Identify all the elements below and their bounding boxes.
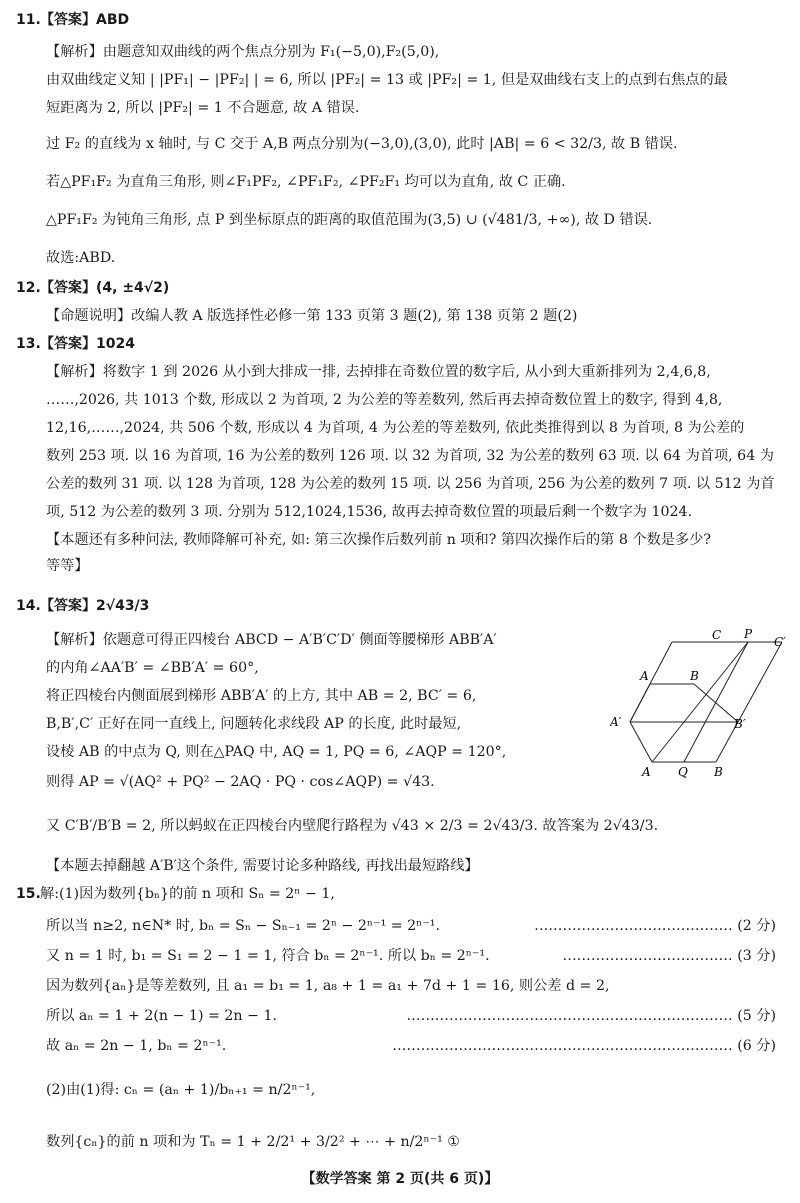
fig-label-C: C [712,628,722,642]
q14-number: 14. [16,598,41,614]
q13-number: 13. [16,336,41,352]
q14-line7: 又 C′B′/B′B = 2, 所以蚂蚁在正四棱台内壁爬行路程为 √43 × 2/3 = 2√43/3. 故答案为 2√43/3. [46,818,659,834]
fig-label-Q: Q [678,765,688,778]
q15-score6: ……………………………………………………………… (6 分) [392,1038,776,1054]
q13-line5: 公差的数列 31 项. 以 128 为首项, 128 为公差的数列 15 项. 以 256 为首项, 256 为公差的数列 7 项. 以 512 为首 [46,476,775,492]
q15-line7: (2)由(1)得: cₙ = (aₙ + 1)/bₙ₊₁ = n/2ⁿ⁻¹, [46,1082,316,1098]
fig-label-B: B [690,669,699,683]
q14-line3: 将正四棱台内侧面展到梯形 ABB′A′ 的上方, 其中 AB = 2, BC′ = 6, [46,688,477,704]
q13-answer: 【答案】1024 [40,336,135,352]
q11-line4: 过 F₂ 的直线为 x 轴时, 与 C 交于 A,B 两点分别为(−3,0),(3,0), 此时 |AB| = 6 < 32/3, 故 B 错误. [46,136,678,152]
q11-line6: △PF₁F₂ 为钝角三角形, 点 P 到坐标原点的距离的取值范围为(3,5) ∪ (√481/3, +∞), 故 D 错误. [46,212,653,228]
fig-label-Aprime: A′ [610,715,622,729]
q11-line1: 【解析】由题意知双曲线的两个焦点分别为 F₁(−5,0),F₂(5,0), [46,44,440,60]
q13-line2: ……,2026, 共 1013 个数, 形成以 2 为首项, 2 为公差的等差数列, 然后再去掉奇数位置上的数字, 得到 4,8, [46,392,723,408]
q14-answer: 【答案】2√43/3 [40,598,150,614]
q13-line4: 数列 253 项. 以 16 为首项, 16 为公差的数列 126 项. 以 32 为首项, 32 为公差的数列 63 项. 以 64 为首项, 64 为 [46,448,774,464]
q14-line2: 的内角∠AA′B′ = ∠BB′A′ = 60°, [46,660,259,676]
q14-line5: 设棱 AB 的中点为 Q, 则在△PAQ 中, AQ = 1, PQ = 6, ∠AQP = 120°, [46,744,507,760]
q15-line2: 所以当 n≥2, n∈N* 时, bₙ = Sₙ − Sₙ₋₁ = 2ⁿ − 2ⁿ⁻¹ = 2ⁿ⁻¹. [46,918,441,934]
fig-label-A-bottom: A [642,765,651,778]
page-footer: 【数学答案 第 2 页(共 6 页)】 [301,1171,499,1187]
q13-line7: 【本题还有多种问法, 教师降解可补充, 如: 第三次操作后数列前 n 项和? 第四次操作后的第 8 个数是多少? [46,532,711,548]
q11-answer: 【答案】ABD [40,12,130,28]
q14-line8: 【本题去掉翻越 A′B′这个条件, 需要讨论多种路线, 再找出最短路线】 [46,858,479,874]
q13-line8: 等等】 [46,558,89,574]
q15-line6: 故 aₙ = 2n − 1, bₙ = 2ⁿ⁻¹. [46,1038,227,1054]
q11-line3: 短距离为 2, 所以 |PF₂| = 1 不合题意, 故 A 错误. [46,100,360,116]
q14-line6: 则得 AP = √(AQ² + PQ² − 2AQ · PQ · cos∠AQP) = √43. [46,774,435,790]
q15-score3: ……………………………… (3 分) [562,948,776,964]
q12-note: 【命题说明】改编人教 A 版选择性必修一第 133 页第 3 题(2), 第 138 页第 2 题(2) [46,308,578,324]
q13-line1: 【解析】将数字 1 到 2026 从小到大排成一排, 去掉排在奇数位置的数字后, 从小到大重新排列为 2,4,6,8, [46,364,711,380]
q11-line5: 若△PF₁F₂ 为直角三角形, 则∠F₁PF₂, ∠PF₁F₂, ∠PF₂F₁ 均可以为直角, 故 C 正确. [46,174,566,190]
q15-score5: …………………………………………………………… (5 分) [406,1008,776,1024]
q14-line4: B,B′,C′ 正好在同一直线上, 问题转化求线段 AP 的长度, 此时最短, [46,716,462,732]
q15-number: 15. [16,886,41,902]
fig-label-Bprime: B′ [734,717,746,731]
frustum-net-figure [610,628,790,778]
q11-line2: 由双曲线定义知 | |PF₁| − |PF₂| | = 6, 所以 |PF₂| = 13 或 |PF₂| = 1, 但是双曲线右支上的点到右焦点的最 [46,72,728,88]
q12-number: 12. [16,280,41,296]
q15-line4: 因为数列{aₙ}是等差数列, 且 a₁ = b₁ = 1, a₈ + 1 = a₁ + 7d + 1 = 16, 则公差 d = 2, [46,978,610,994]
q15-line8: 数列{cₙ}的前 n 项和为 Tₙ = 1 + 2/2¹ + 3/2² + ⋯ + n/2ⁿ⁻¹ ① [46,1134,460,1150]
q15-line1: 解:(1)因为数列{bₙ}的前 n 项和 Sₙ = 2ⁿ − 1, [40,886,335,902]
q12-answer: 【答案】(4, ±4√2) [40,280,170,296]
q15-line3: 又 n = 1 时, b₁ = S₁ = 2 − 1 = 1, 符合 bₙ = 2ⁿ⁻¹. 所以 bₙ = 2ⁿ⁻¹. [46,948,490,964]
q11-number: 11. [16,12,41,28]
q15-line5: 所以 aₙ = 1 + 2(n − 1) = 2n − 1. [46,1008,278,1024]
q13-line6: 项, 512 为公差的数列 3 项. 分别为 512,1024,1536, 故再去掉奇数位置的项最后剩一个数字为 1024. [46,504,693,520]
fig-label-P: P [744,628,753,641]
q13-line3: 12,16,……,2024, 共 506 个数, 形成以 4 为首项, 4 为公差的等差数列, 依此类推得到以 8 为首项, 8 为公差的 [46,420,745,436]
fig-label-A: A [640,669,649,683]
fig-label-Cprime: C′ [774,635,786,649]
fig-label-B-bottom: B [714,765,723,778]
q15-score2: …………………………………… (2 分) [534,918,776,934]
q14-line1: 【解析】依题意可得正四棱台 ABCD − A′B′C′D′ 侧面等腰梯形 ABB′A′ [46,632,497,648]
q11-line7: 故选:ABD. [46,250,116,266]
